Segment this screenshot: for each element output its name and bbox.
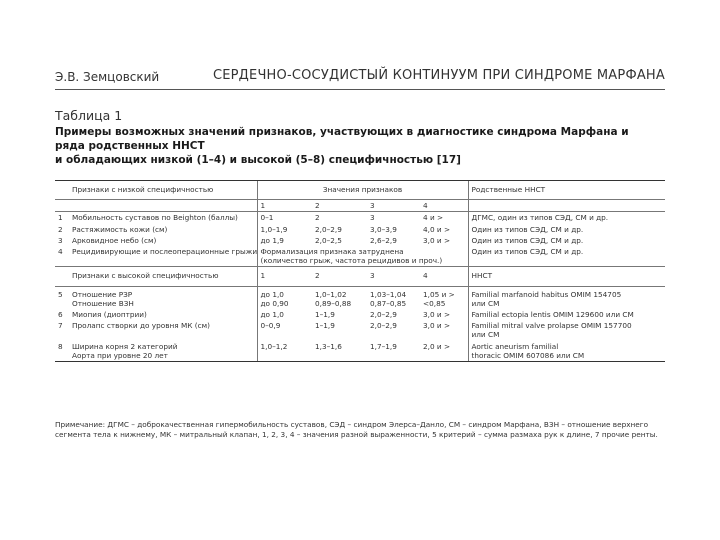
running-title: СЕРДЕЧНО-СОСУДИСТЫЙ КОНТИНУУМ ПРИ СИНДРОМЕ МАРФАНА — [212, 68, 665, 83]
table-label: Таблица 1 — [55, 108, 123, 123]
table-header-row — [55, 181, 665, 200]
column-header: Признаки с низкой специфичностью — [69, 181, 257, 200]
table-notes — [55, 420, 665, 439]
column-header: ННСТ — [468, 267, 665, 286]
table-row: 7 Пролапс створки до уровня МК (см) 0–0,9 1–1,9 2,0–2,9 3,0 и > Familial mitral valve prolapse OMIM 157700 или СМ — [55, 320, 665, 340]
value-column-number: 1 — [257, 200, 312, 212]
table-caption-line: и обладающих низкой (1–4) и высокой (5–8) специфичностью [17] — [55, 154, 461, 166]
table-caption — [55, 125, 655, 167]
table-row: 4 Рецидивирующие и послеоперационные грыжи Формализация признака затруднена (количество грыж, частота рецидивов и проч.) Один из типов СЭД, СМ и др. — [55, 246, 665, 267]
value-column-number: 2 — [312, 200, 367, 212]
value-column-number: 3 — [367, 200, 420, 212]
table-header-row: Признаки с высокой специфичностью 1 2 3 4 ННСТ — [55, 267, 665, 286]
table-row: 3 Арковидное небо (см) до 1,9 2,0–2,5 2,6–2,9 3,0 и > Один из типов СЭД, СМ и др. — [55, 235, 665, 246]
header-rule — [55, 89, 665, 90]
column-header: Родственные ННСТ — [468, 181, 665, 200]
diagnostic-table — [55, 180, 665, 362]
note-line: сегмента тела к нижнему, МК – митральный клапан, 1, 2, 3, 4 – значения разной выраженности, 5 критерий – сумма размаха рук к длине, 7 прочие ренты. — [55, 429, 658, 439]
note-line: Примечание: ДГМС – доброкачественная гипермобильность суставов, СЭД – синдром Элерса–Данло, СМ – синдром Марфана, ВЗН – отношение верхнего — [55, 420, 649, 429]
table-row: 8 Ширина корня 2 категорий Аорта при уровне 20 лет 1,0–1,2 1,3–1,6 1,7–1,9 2,0 и > Aortic aneurism familial thoracic OMIM 607086 или СМ — [55, 341, 665, 362]
table-caption-line: Примеры возможных значений признаков, участвующих в диагностике синдрома Марфана и ряда родственных ННСТ — [55, 126, 629, 152]
value-column-number: 4 — [420, 200, 468, 212]
table-row: 5 Отношение РЗР Отношение ВЗН до 1,0 до 0,90 1,0–1,02 0,89–0,88 1,03–1,04 0,87–0,85 1,05 и > <0,85 Familial marfanoid habitus OMIM 154705 или СМ — [55, 286, 665, 309]
column-header: Значения признаков — [257, 181, 468, 200]
table-row: 2 Растяжимость кожи (см) 1,0–1,9 2,0–2,9 3,0–3,9 4,0 и > Один из типов СЭД, СМ и др. — [55, 224, 665, 235]
column-header: Признаки с высокой специфичностью — [69, 267, 257, 286]
page-header — [55, 66, 665, 88]
table-row: 1 Мобильность суставов по Beighton (баллы) 0–1 2 3 4 и > ДГМС, один из типов СЭД, СМ и др. — [55, 212, 665, 224]
author-name: Э.В. Земцовский — [55, 70, 160, 84]
table-row: 6 Миопия (диоптрии) до 1,0 1–1,9 2,0–2,9 3,0 и > Familial ectopia lentis OMIM 129600 или СМ — [55, 309, 665, 320]
table-subheader-row — [55, 200, 665, 212]
